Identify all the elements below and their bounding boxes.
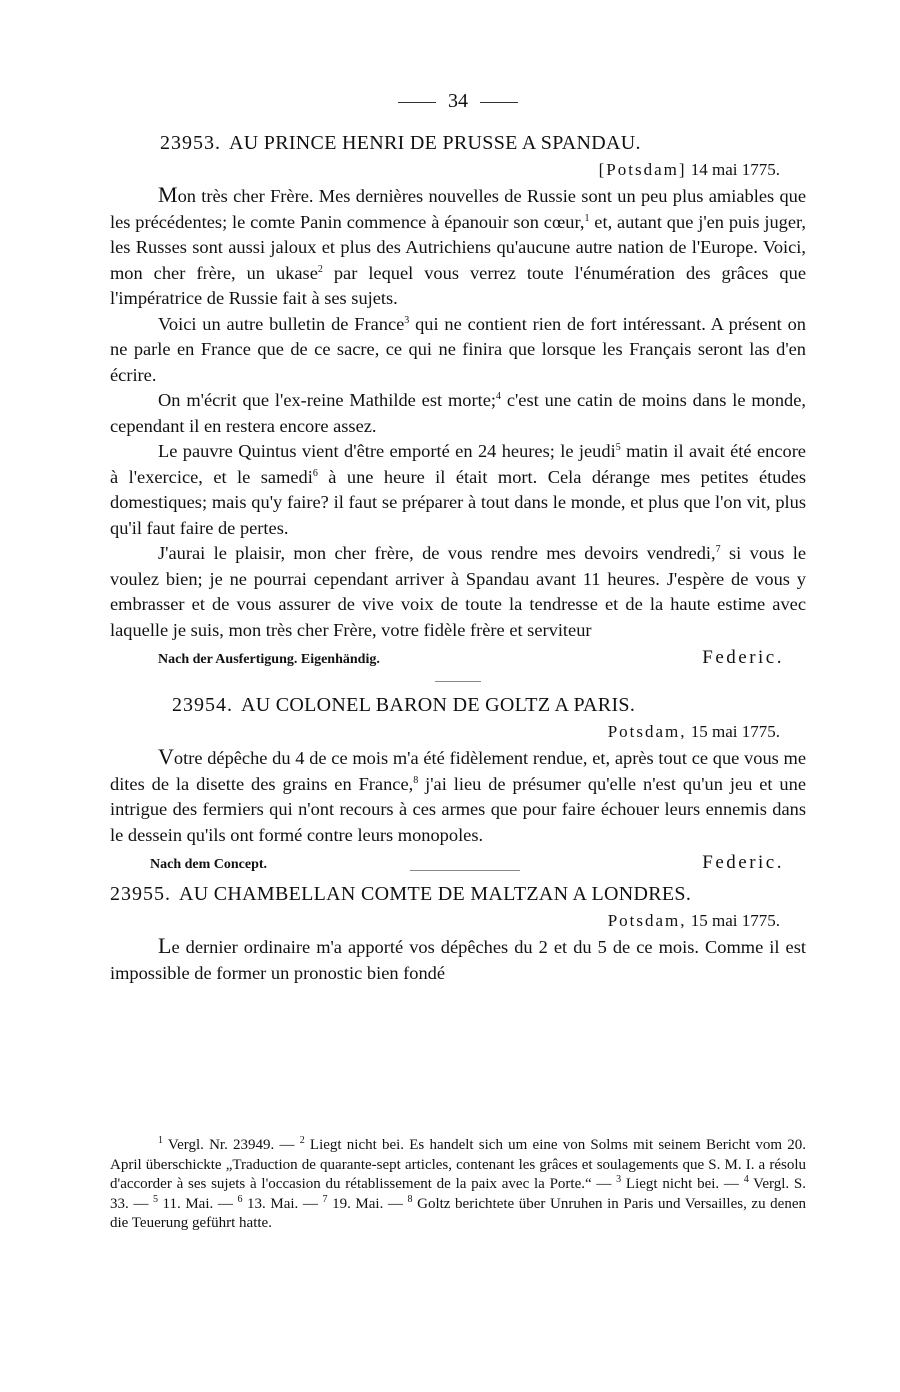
letter-date-line (110, 720, 806, 744)
letter-number: 23954. (172, 694, 233, 716)
footnote-text: 11. Mai. — (157, 1195, 238, 1212)
paragraph-text: otre dépêche du 4 de ce mois m'a été fidèlement rendue, et, après tout ce que vous me dites de la disette des grains en France, (110, 748, 806, 794)
footnote-text: Liegt nicht bei. — (621, 1176, 744, 1192)
letter-place: Potsdam, (607, 911, 687, 930)
initial-letter: L (158, 933, 172, 958)
letter-number: 23953. (160, 132, 221, 154)
footnote-mark: 6 (237, 1193, 243, 1205)
paragraph-text: et, autant que j'en puis juger, les Russes sont aussi jaloux et plus des Autrichiens qu'aucune autre nation de l'Europe. Voici, mon cher frère, un ukase (110, 211, 806, 283)
paragraph-text: e dernier ordinaire m'a apporté vos dépêches du 2 et du 5 de ce mois. Comme il est impossible de former un pronostic bien fondé (110, 937, 806, 983)
footnote-text: Liegt nicht bei. Es handelt sich um eine von Solms mit seinem Bericht vom 20. April überschickte „Traduction de quarante-sept articles, contenant les grâces et soulagements que S. M. I. a résolu d'accorder à ses sujets à l'occasion du rétablissement de la paix avec la Porte.“ — (110, 1137, 807, 1192)
footnote-mark: 5 (152, 1193, 158, 1205)
paragraph-text: On m'écrit que l'ex-reine Mathilde est morte; (158, 390, 496, 410)
footnote-text: Vergl. Nr. 23949. — (163, 1137, 300, 1153)
paragraph-text: Le pauvre Quintus vient d'être emporté en 24 heures; le jeudi (158, 441, 616, 461)
letter-title: AU PRINCE HENRI DE PRUSSE A SPANDAU. (229, 132, 641, 154)
paragraph-text: qui ne contient rien de fort intéressant. A présent on ne parle en France que de ce sacre, ce qui ne finira que lorsque les Français seront las d'en écrire. (110, 313, 806, 385)
header-rule-right (480, 102, 518, 103)
footnote-mark: 2 (299, 1135, 305, 1146)
footnote-mark: 7 (322, 1193, 328, 1205)
letter-title: AU CHAMBELLAN COMTE DE MALTZAN A LONDRES. (179, 883, 692, 905)
paragraph-text: si vous le voulez bien; je ne pourrai cependant arriver à Spandau avant 11 heures. J'espère de vous y embrasser et de vous assurer de vive voix de toute la tendresse et de la haute estime avec laquelle je suis, mon très cher Frère, votre fidèle frère et serviteur (110, 543, 806, 640)
paragraph-text: à une heure il était mort. Cela dérange mes petites études domestiques; mais qu'y faire? il faut se préparer à tout dans le monde, et plus que l'on vit, plus qu'il faut faire de pertes. (110, 466, 806, 538)
footnote-ref[interactable]: 6 (312, 467, 318, 479)
letter-place: Potsdam, (607, 722, 687, 741)
footnote-ref[interactable]: 3 (404, 314, 410, 326)
page-header (110, 88, 806, 120)
footnote-mark: 4 (743, 1174, 749, 1185)
page-number: 34 (448, 90, 468, 112)
footnote-mark: 3 (616, 1174, 622, 1185)
letter-paragraph (110, 439, 806, 541)
footnote-mark: 8 (407, 1193, 413, 1205)
letter-paragraph (110, 933, 806, 986)
footnote-ref[interactable]: 5 (615, 441, 621, 453)
footnote-ref[interactable]: 8 (413, 774, 419, 786)
paragraph-text: Voici un autre bulletin de France (158, 313, 405, 334)
footnote-ref[interactable]: 2 (317, 263, 323, 275)
paragraph-text: par lequel vous verrez toute l'énumération des grâces que l'impératrice de Russie fait à ses sujets. (110, 262, 806, 308)
section-divider (410, 870, 520, 871)
letter-date: 15 mai 1775. (690, 911, 780, 930)
source-note: Nach der Ausfertigung. Eigenhändig. (158, 652, 380, 667)
page-body (110, 88, 806, 986)
footnote-mark: 1 (158, 1135, 163, 1146)
footnote-block (110, 1136, 806, 1234)
paragraph-text: J'aurai le plaisir, mon cher frère, de vous rendre mes devoirs vendredi, (158, 543, 716, 563)
letter-date: 15 mai 1775. (690, 722, 780, 741)
letter-heading (110, 130, 806, 156)
letter-date: 14 mai 1775. (690, 160, 780, 179)
footnote-ref[interactable]: 7 (715, 543, 721, 555)
paragraph-text: j'ai lieu de présumer qu'elle n'est qu'un jeu et une intrigue des fermiers qui n'ont recours à ces armes que pour faire échouer leurs ennemis dans le dessein qu'ils ont formé contre leurs monopoles. (110, 773, 806, 845)
letter-heading (110, 881, 806, 907)
letter-number: 23955. (110, 883, 171, 905)
paragraph-text: c'est une catin de moins dans le monde, cependant il en restera encore assez. (110, 390, 806, 436)
letter-paragraph (110, 182, 806, 312)
paragraph-text: on très cher Frère. Mes dernières nouvelles de Russie sont un peu plus amiables que les précédentes; le comte Panin commence à épanouir son cœur, (110, 186, 806, 232)
footnote-text: 19. Mai. — (327, 1195, 408, 1212)
signature: Federic. (702, 852, 784, 873)
letter-footer (110, 647, 806, 669)
paragraph-text: matin il avait été encore à l'exercice, et le samedi (110, 441, 806, 487)
letter-title: AU COLONEL BARON DE GOLTZ A PARIS. (241, 694, 636, 716)
footnote-ref[interactable]: 1 (584, 212, 590, 224)
section-divider (435, 681, 481, 682)
letter-date-line (110, 158, 806, 182)
letter-paragraph (110, 744, 806, 848)
footnote-text: Vergl. S. 33. — (110, 1176, 806, 1212)
letter-heading (110, 692, 806, 718)
footnote-ref[interactable]: 4 (495, 390, 501, 402)
header-rule-left (398, 102, 436, 103)
initial-letter: M (158, 182, 178, 207)
footnotes (110, 1136, 806, 1234)
signature: Federic. (702, 647, 784, 668)
footnote-text: Goltz berichtete über Unruhen in Paris und Versailles, zu denen die Teuerung geführt hatte. (110, 1195, 807, 1231)
letter-date-line (110, 909, 806, 933)
letter-paragraph (110, 541, 806, 643)
footnote-text: 13. Mai. — (242, 1195, 323, 1212)
initial-letter: V (158, 744, 174, 769)
source-note: Nach dem Concept. (150, 857, 268, 872)
letter-paragraph (110, 312, 806, 389)
letter-paragraph (110, 388, 806, 439)
letter-place: [Potsdam] (598, 160, 687, 179)
